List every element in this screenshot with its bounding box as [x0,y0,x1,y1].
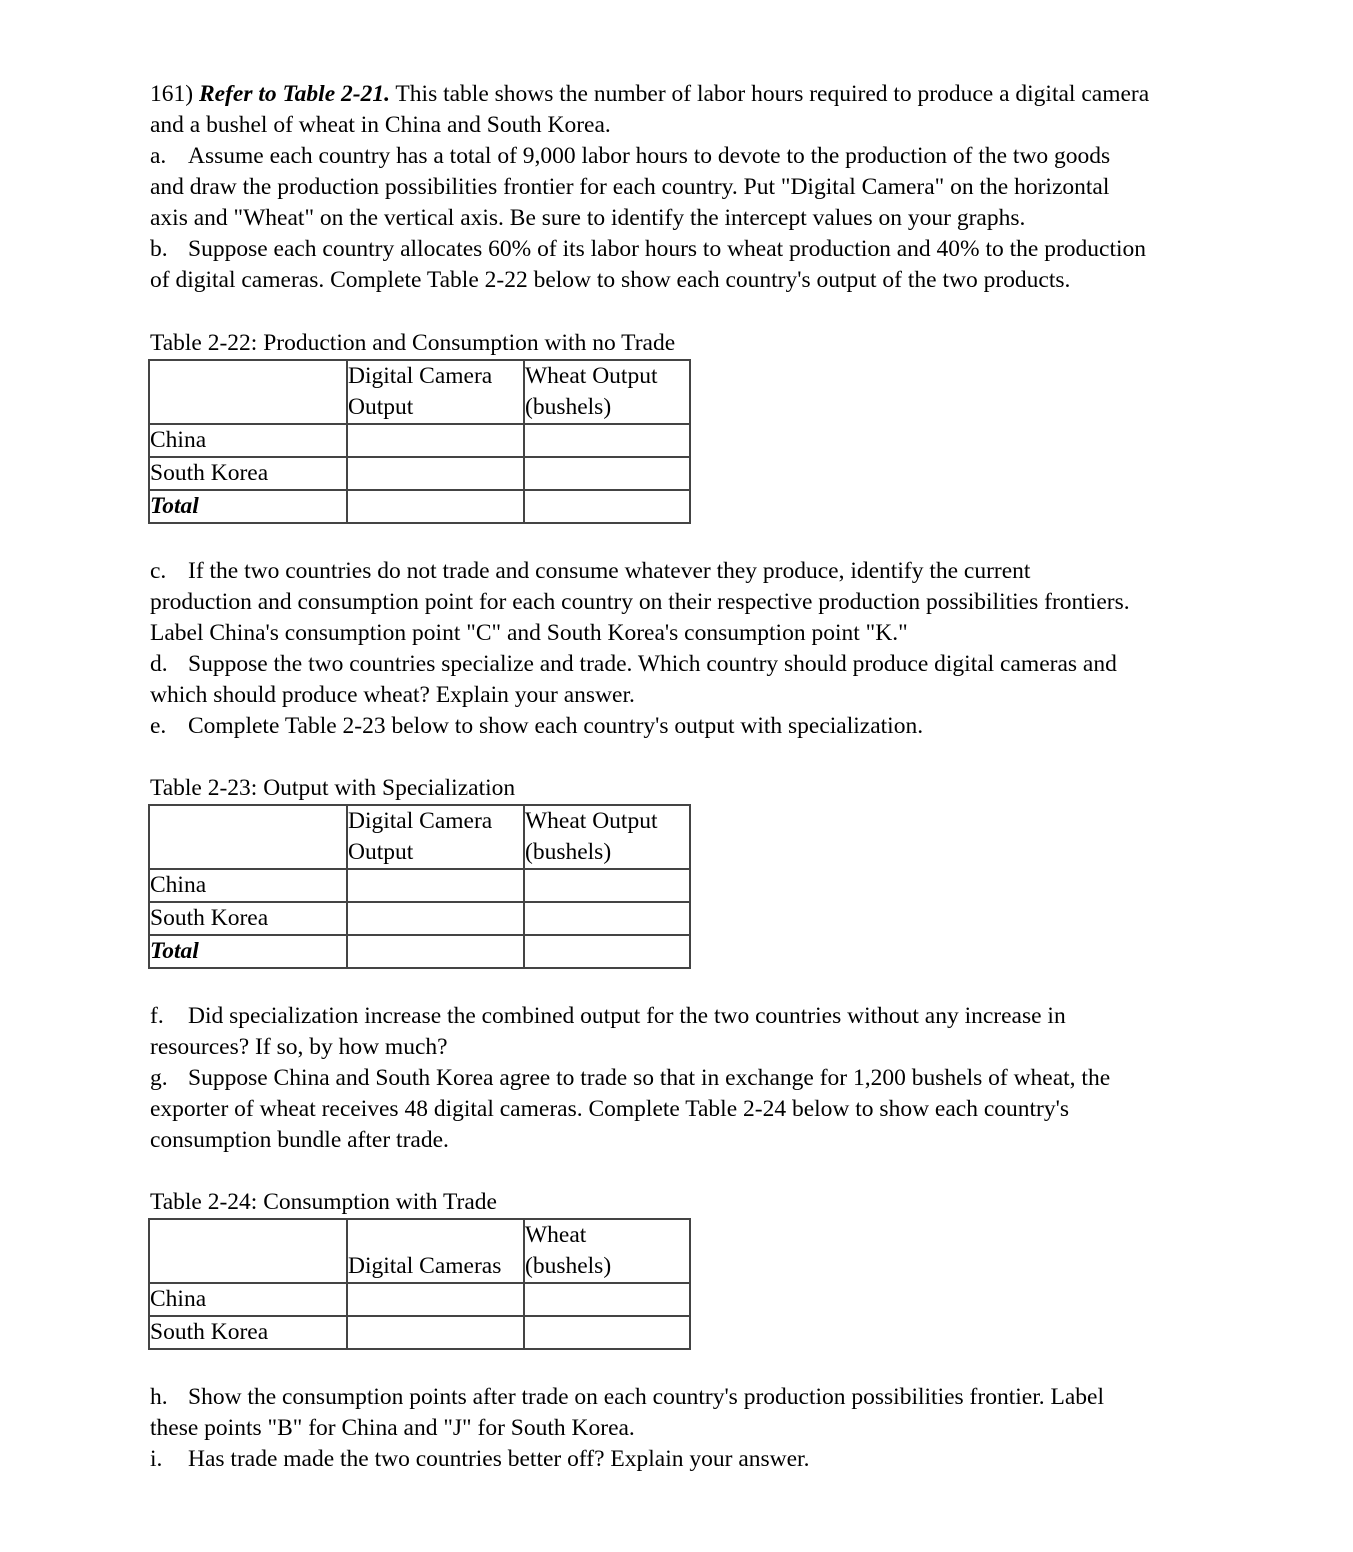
column-header: Wheat (bushels) [524,1219,690,1283]
part-b-text: of digital cameras. Complete Table 2-22 below to show each country's output of the two products. [150,267,1071,293]
parts-h-i: h. Show the consumption points after trade on each country's production possibilities frontier. Label these points "B" for China and "J" for South Korea. i. Has trade made the two countries better off? Explain your answer. [150,1382,1260,1475]
question-number: 161) [150,81,194,107]
answer-cell[interactable] [524,935,690,968]
total-label: Total [149,490,347,523]
answer-cell[interactable] [524,1283,690,1316]
part-a-text: axis and "Wheat" on the vertical axis. Be sure to identify the intercept values on your graphs. [150,205,1026,231]
table-22-caption: Table 2-22: Production and Consumption with no Trade [150,330,676,356]
total-label: Total [149,935,347,968]
part-h: h. Show the consumption points after trade on each country's production possibilities frontier. Label [150,1384,1104,1410]
table-row [149,424,690,457]
table-reference: Refer to Table 2-21. [198,81,390,107]
column-header: Digital Cameras [347,1219,524,1283]
row-label: China [149,424,347,457]
parts-f-g: f. Did specialization increase the combined output for the two countries without any increase in resources? If so, by how much? g. Suppose China and South Korea agree to trade so that in exchange for 1,200 bushels of wheat, the exporter of wheat receives 48 digital cameras. Complete Table 2-24 below to show each country's consumption bundle after trade. [150,1001,1260,1156]
question-intro [150,79,1260,296]
answer-cell[interactable] [524,457,690,490]
table-row [149,935,690,968]
column-header: Wheat Output (bushels) [524,360,690,424]
answer-cell[interactable] [524,902,690,935]
parts-c-d-e: c. If the two countries do not trade and consume whatever they produce, identify the current production and consumption point for each country on their respective production possibilities frontiers. Label China's consumption point "C" and South Korea's consumption point "K." d. Suppose the two countries specialize and trade. Which country should produce digital cameras and which should produce wheat? Explain your answer. e. Complete Table 2-23 below to show each country's output with specialization. [150,556,1260,742]
column-header: Digital Camera Output [347,360,524,424]
table-row [149,457,690,490]
answer-cell[interactable] [347,935,524,968]
intro-line-1 [150,79,1260,110]
table-row [149,490,690,523]
part-i: i. Has trade made the two countries better off? Explain your answer. [150,1446,810,1472]
answer-cell[interactable] [347,424,524,457]
table-row [149,1283,690,1316]
answer-cell[interactable] [347,457,524,490]
row-label: South Korea [149,457,347,490]
answer-cell[interactable] [347,1283,524,1316]
table-row [149,869,690,902]
part-f: f. Did specialization increase the combined output for the two countries without any increase in [150,1003,1066,1029]
part-g: g. Suppose China and South Korea agree to trade so that in exchange for 1,200 bushels of wheat, the [150,1065,1111,1091]
answer-cell[interactable] [524,490,690,523]
part-e: e. Complete Table 2-23 below to show each country's output with specialization. [150,713,924,739]
answer-cell[interactable] [347,869,524,902]
part-d: d. Suppose the two countries specialize and trade. Which country should produce digital cameras and [150,651,1117,677]
table-23 [148,804,691,969]
table-23-caption: Table 2-23: Output with Specialization [150,775,516,801]
intro-text: This table shows the number of labor hours required to produce a digital camera [389,81,1150,107]
row-label: China [149,869,347,902]
row-label: China [149,1283,347,1316]
intro-text: and a bushel of wheat in China and South Korea. [150,112,611,138]
part-a-text: and draw the production possibilities frontier for each country. Put "Digital Camera" on the horizontal [150,174,1110,200]
column-header: Wheat Output (bushels) [524,805,690,869]
row-label: South Korea [149,1316,347,1349]
answer-cell[interactable] [347,1316,524,1349]
table-row [149,902,690,935]
row-label: South Korea [149,902,347,935]
column-header: Digital Camera Output [347,805,524,869]
part-c: c. If the two countries do not trade and consume whatever they produce, identify the current [150,558,1031,584]
table-24-caption: Table 2-24: Consumption with Trade [150,1189,497,1215]
answer-cell[interactable] [347,902,524,935]
table-row [149,1316,690,1349]
answer-cell[interactable] [524,869,690,902]
answer-cell[interactable] [347,490,524,523]
answer-cell[interactable] [524,424,690,457]
table-24 [148,1218,691,1350]
part-b: b. Suppose each country allocates 60% of its labor hours to wheat production and 40% to the production [150,236,1147,262]
answer-cell[interactable] [524,1316,690,1349]
table-22 [148,359,691,524]
part-a: a. Assume each country has a total of 9,000 labor hours to devote to the production of the two goods [150,143,1111,169]
